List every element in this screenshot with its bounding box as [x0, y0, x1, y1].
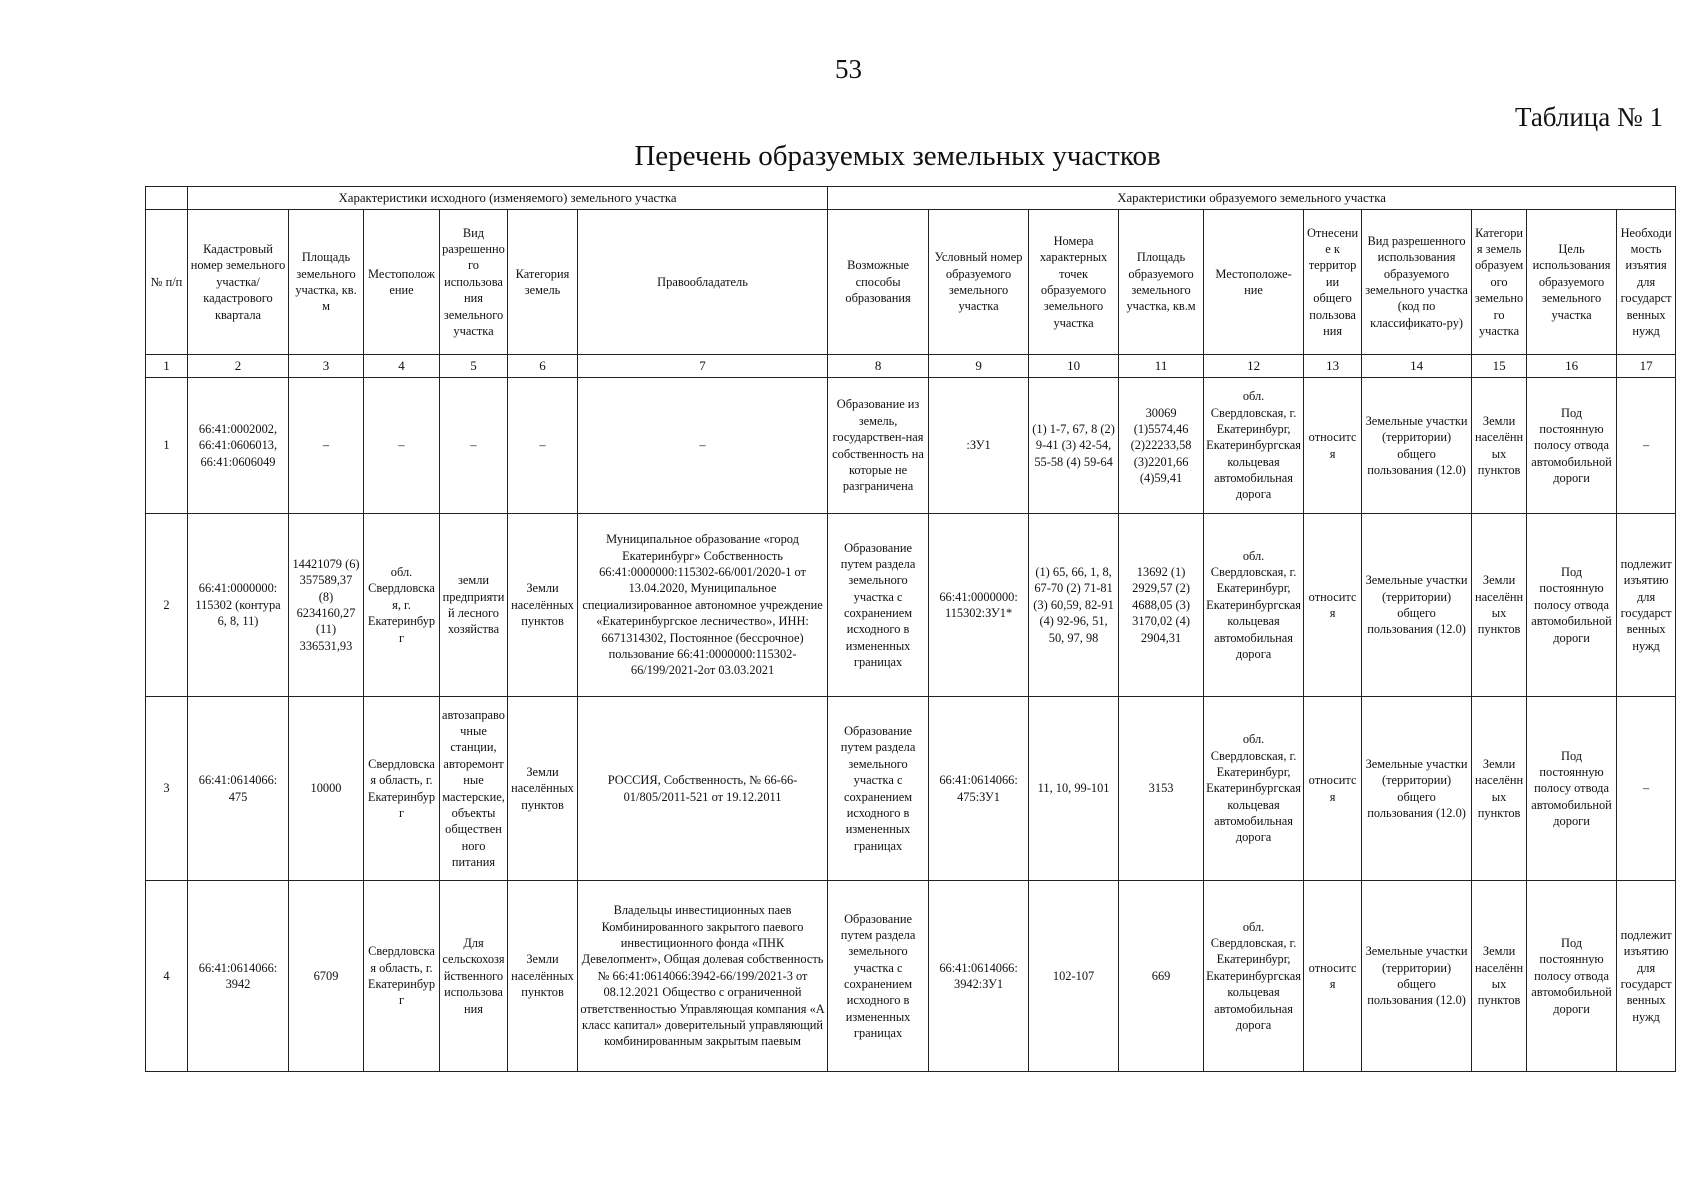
column-header: Площадь земельного участка, кв. м	[289, 210, 364, 355]
cell-seizure-need: подлежит изъятию для государственных нужд	[1617, 514, 1676, 697]
cell-conditional-number: :ЗУ1	[929, 378, 1029, 514]
column-header: Площадь образуемого земельного участка, кв.м	[1119, 210, 1204, 355]
cell-rights-holder: Муниципальное образование «город Екатеринбург» Собственность 66:41:0000000:115302-66/001/2020-1 от 13.04.2020, Муниципальное специализированное автономное учреждение «Екатеринбургское лесничество», ИНН: 6671314302, Постоянное (бессрочное) пользование 66:41:0000000:115302-66/199/2021-2от 03.03.2021	[578, 514, 828, 697]
cell-location: –	[364, 378, 440, 514]
cell-formed-category: Земли населённых пунктов	[1472, 881, 1527, 1072]
column-header: Категория земель	[508, 210, 578, 355]
column-number: 7	[578, 355, 828, 378]
cell-permitted-use: земли предприятий лесного хозяйства	[440, 514, 508, 697]
cell-land-category: Земли населённых пунктов	[508, 697, 578, 881]
cell-permitted-use: Для сельскохозяйственного использования	[440, 881, 508, 1072]
cell-formed-permitted-use: Земельные участки (территории) общего пользования (12.0)	[1362, 881, 1472, 1072]
column-header: Правообладатель	[578, 210, 828, 355]
group-header-original: Характеристики исходного (изменяемого) земельного участка	[188, 187, 828, 210]
cell-cadastral-number: 66:41:0000000: 115302 (контура 6, 8, 11)	[188, 514, 289, 697]
cell-formation-method: Образование путем раздела земельного участка с сохранением исходного в измененных границах	[828, 697, 929, 881]
document-title: Перечень образуемых земельных участков	[634, 140, 1161, 172]
cell-seizure-need: –	[1617, 378, 1676, 514]
cell-point-numbers: 102-107	[1029, 881, 1119, 1072]
cell-conditional-number: 66:41:0614066: 3942:ЗУ1	[929, 881, 1029, 1072]
cell-formed-area: 669	[1119, 881, 1204, 1072]
table-row	[146, 514, 1676, 697]
cell-area: 10000	[289, 697, 364, 881]
column-number: 5	[440, 355, 508, 378]
table-row	[146, 881, 1676, 1072]
cell-purpose: Под постоянную полосу отвода автомобильной дороги	[1527, 697, 1617, 881]
page-number: 53	[835, 54, 862, 84]
cell-seizure-need: подлежит изъятию для государственных нужд	[1617, 881, 1676, 1072]
cell-land-category: –	[508, 378, 578, 514]
cell-formation-method: Образование путем раздела земельного участка с сохранением исходного в измененных границах	[828, 514, 929, 697]
cell-formed-location: обл. Свердловская, г. Екатеринбург, Екатеринбургская кольцевая автомобильная дорога	[1204, 697, 1304, 881]
cell-area: 6709	[289, 881, 364, 1072]
column-number: 10	[1029, 355, 1119, 378]
column-number: 2	[188, 355, 289, 378]
column-number: 6	[508, 355, 578, 378]
column-header: Цель использования образуемого земельного участка	[1527, 210, 1617, 355]
cell-formed-area: 3153	[1119, 697, 1204, 881]
cell-cadastral-number: 66:41:0614066: 3942	[188, 881, 289, 1072]
column-header-row	[146, 210, 1676, 355]
cell-rights-holder: –	[578, 378, 828, 514]
cell-public-use: относится	[1304, 514, 1362, 697]
column-number-row	[146, 355, 1676, 378]
cell-rights-holder: Владельцы инвестиционных паев Комбинированного закрытого паевого инвестиционного фонда «ПНК Девелопмент», Общая долевая собственность № 66:41:0614066:3942-66/199/2021-3 от 08.12.2021 Общество с ограниченной ответственностью Управляющая компания «А класс капитал» доверительный управляющий комбинированным закрытым паевым	[578, 881, 828, 1072]
column-number: 3	[289, 355, 364, 378]
cell-conditional-number: 66:41:0000000: 115302:ЗУ1*	[929, 514, 1029, 697]
column-header: Номера характерных точек образуемого земельного участка	[1029, 210, 1119, 355]
column-header: Местоположение	[364, 210, 440, 355]
column-header: Отнесение к территории общего пользования	[1304, 210, 1362, 355]
column-header: Вид разрешенного использования образуемого земельного участка (код по классификато-ру)	[1362, 210, 1472, 355]
cell-purpose: Под постоянную полосу отвода автомобильной дороги	[1527, 881, 1617, 1072]
column-header: Вид разрешенного использования земельного участка	[440, 210, 508, 355]
column-header: Условный номер образуемого земельного участка	[929, 210, 1029, 355]
column-number: 15	[1472, 355, 1527, 378]
cell-permitted-use: –	[440, 378, 508, 514]
cell-permitted-use: автозаправочные станции, авторемонтные мастерские, объекты общественного питания	[440, 697, 508, 881]
column-header: Местоположе-ние	[1204, 210, 1304, 355]
cell-public-use: относится	[1304, 378, 1362, 514]
cell-formed-category: Земли населённых пунктов	[1472, 378, 1527, 514]
cell-formed-location: обл. Свердловская, г. Екатеринбург, Екатеринбургская кольцевая автомобильная дорога	[1204, 514, 1304, 697]
cell-row-number: 1	[146, 378, 188, 514]
column-number: 8	[828, 355, 929, 378]
column-number: 11	[1119, 355, 1204, 378]
cell-formed-area: 30069 (1)5574,46 (2)22233,58 (3)2201,66 (4)59,41	[1119, 378, 1204, 514]
column-number: 16	[1527, 355, 1617, 378]
cell-row-number: 4	[146, 881, 188, 1072]
cell-row-number: 2	[146, 514, 188, 697]
column-header: Категория земель образуемого земельного участка	[1472, 210, 1527, 355]
table-label: Таблица № 1	[1515, 102, 1663, 132]
cell-formed-location: обл. Свердловская, г. Екатеринбург, Екатеринбургская кольцевая автомобильная дорога	[1204, 881, 1304, 1072]
cell-public-use: относится	[1304, 697, 1362, 881]
column-number: 14	[1362, 355, 1472, 378]
group-header-row	[146, 187, 1676, 210]
cell-cadastral-number: 66:41:0002002, 66:41:0606013, 66:41:0606049	[188, 378, 289, 514]
cell-purpose: Под постоянную полосу отвода автомобильной дороги	[1527, 514, 1617, 697]
column-number: 1	[146, 355, 188, 378]
cell-point-numbers: (1) 1-7, 67, 8 (2) 9-41 (3) 42-54, 55-58 (4) 59-64	[1029, 378, 1119, 514]
cell-location: Свердловская область, г. Екатеринбург	[364, 697, 440, 881]
column-number: 13	[1304, 355, 1362, 378]
column-header: Кадастровый номер земельного участка/ кадастрового квартала	[188, 210, 289, 355]
cell-formed-location: обл. Свердловская, г. Екатеринбург, Екатеринбургская кольцевая автомобильная дорога	[1204, 378, 1304, 514]
cell-land-category: Земли населённых пунктов	[508, 881, 578, 1072]
cell-row-number: 3	[146, 697, 188, 881]
cell-formed-area: 13692 (1) 2929,57 (2) 4688,05 (3) 3170,02 (4) 2904,31	[1119, 514, 1204, 697]
column-number: 4	[364, 355, 440, 378]
column-number: 12	[1204, 355, 1304, 378]
cell-formed-permitted-use: Земельные участки (территории) общего пользования (12.0)	[1362, 514, 1472, 697]
cell-location: Свердловская область, г. Екатеринбург	[364, 881, 440, 1072]
cell-public-use: относится	[1304, 881, 1362, 1072]
cell-point-numbers: (1) 65, 66, 1, 8, 67-70 (2) 71-81 (3) 60,59, 82-91 (4) 92-96, 51, 50, 97, 98	[1029, 514, 1119, 697]
table-row	[146, 697, 1676, 881]
group-header-empty	[146, 187, 188, 210]
column-header: Возможные способы образования	[828, 210, 929, 355]
cell-location: обл. Свердловская, г. Екатеринбург	[364, 514, 440, 697]
cell-purpose: Под постоянную полосу отвода автомобильной дороги	[1527, 378, 1617, 514]
group-header-formed: Характеристики образуемого земельного участка	[828, 187, 1676, 210]
cell-area: –	[289, 378, 364, 514]
column-number: 9	[929, 355, 1029, 378]
cell-area: 14421079 (6) 357589,37 (8) 6234160,27 (11) 336531,93	[289, 514, 364, 697]
table-row	[146, 378, 1676, 514]
cell-conditional-number: 66:41:0614066: 475:ЗУ1	[929, 697, 1029, 881]
column-header: № п/п	[146, 210, 188, 355]
cell-formation-method: Образование путем раздела земельного участка с сохранением исходного в измененных границах	[828, 881, 929, 1072]
cell-formed-category: Земли населённых пунктов	[1472, 514, 1527, 697]
cell-point-numbers: 11, 10, 99-101	[1029, 697, 1119, 881]
column-header: Необходимость изъятия для государственных нужд	[1617, 210, 1676, 355]
cell-rights-holder: РОССИЯ, Собственность, № 66-66-01/805/2011-521 от 19.12.2011	[578, 697, 828, 881]
column-number: 17	[1617, 355, 1676, 378]
land-parcels-table	[145, 186, 1676, 1072]
cell-cadastral-number: 66:41:0614066: 475	[188, 697, 289, 881]
cell-seizure-need: –	[1617, 697, 1676, 881]
cell-formed-category: Земли населённых пунктов	[1472, 697, 1527, 881]
cell-formed-permitted-use: Земельные участки (территории) общего пользования (12.0)	[1362, 378, 1472, 514]
cell-formation-method: Образование из земель, государствен-ная собственность на которые не разграничена	[828, 378, 929, 514]
cell-formed-permitted-use: Земельные участки (территории) общего пользования (12.0)	[1362, 697, 1472, 881]
cell-land-category: Земли населённых пунктов	[508, 514, 578, 697]
